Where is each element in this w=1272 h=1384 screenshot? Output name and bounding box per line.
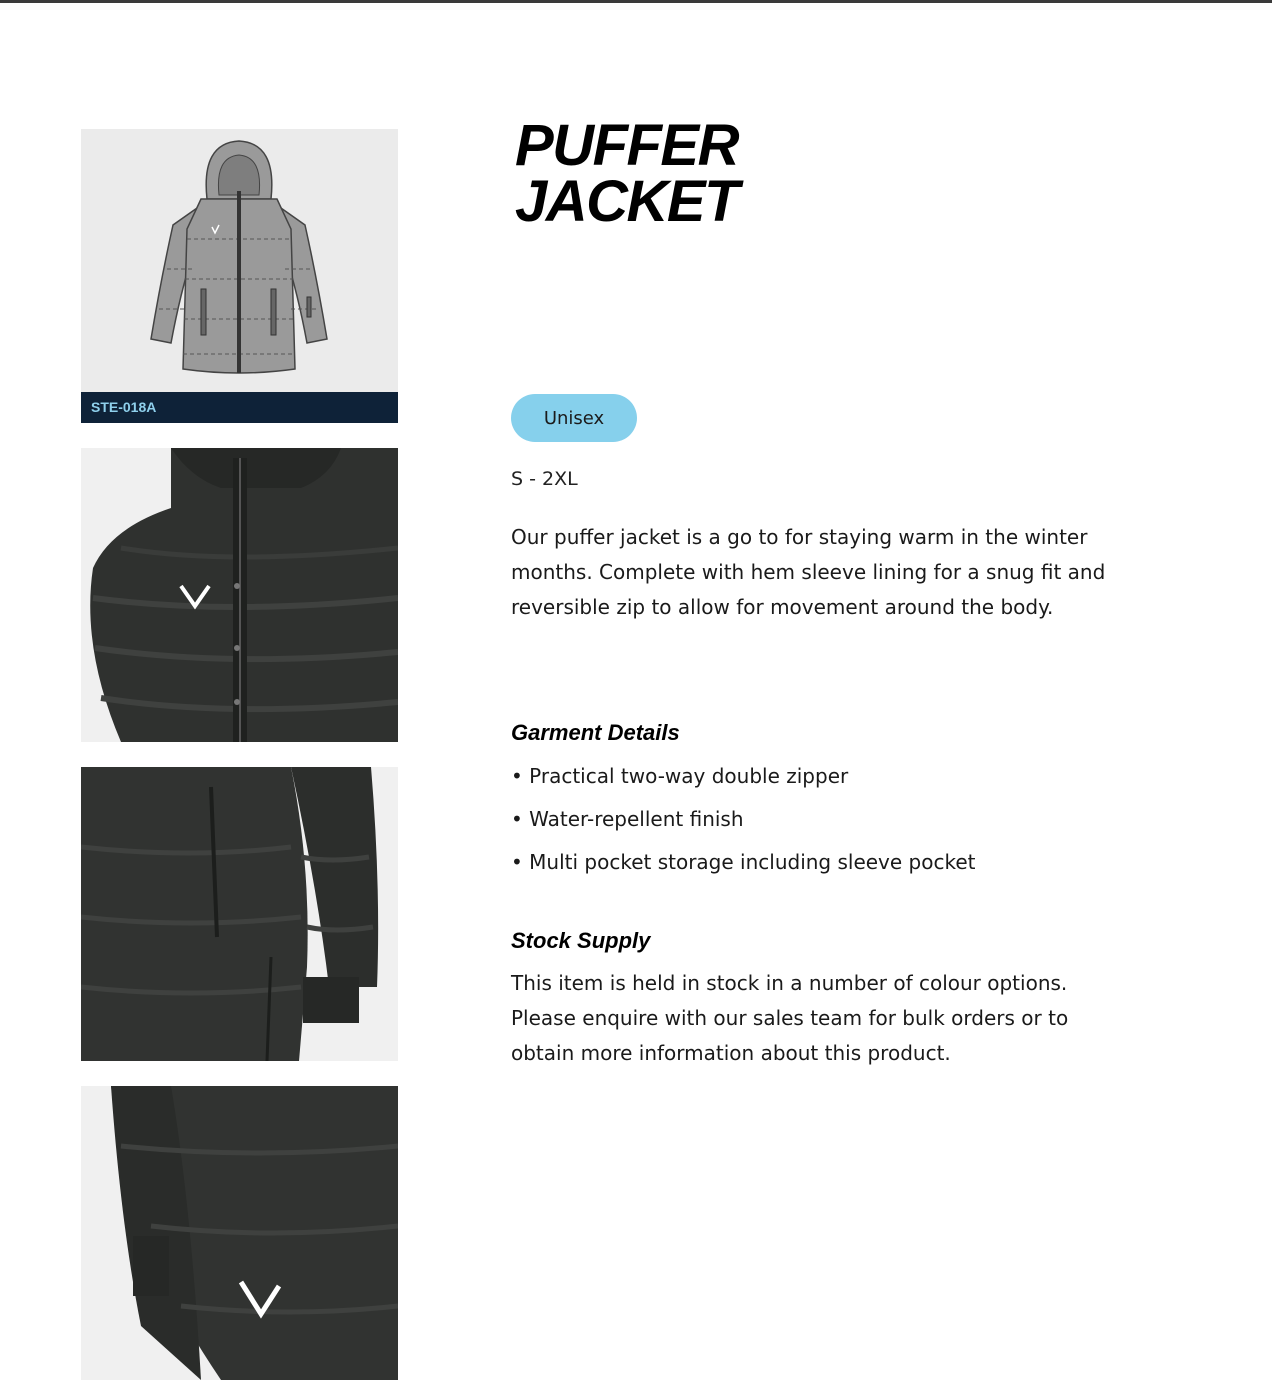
garment-details-list bbox=[511, 758, 976, 887]
product-title bbox=[515, 113, 739, 234]
top-border bbox=[0, 0, 1272, 3]
product-title-line-1: PUFFER bbox=[515, 113, 738, 178]
garment-detail-item: • Practical two-way double zipper bbox=[511, 764, 849, 788]
jacket-side-photo bbox=[81, 767, 398, 1061]
stock-supply-heading: Stock Supply bbox=[511, 928, 651, 953]
gallery-image-detail[interactable] bbox=[81, 1086, 398, 1380]
jacket-front-photo bbox=[81, 448, 398, 742]
garment-details-heading: Garment Details bbox=[511, 720, 680, 745]
gallery-image-front-view[interactable] bbox=[81, 448, 398, 742]
stock-supply-text: This item is held in stock in a number of colour options. Please enquire with our sales team for bulk orders or to obtain more information about this product. bbox=[511, 971, 1069, 1065]
gallery-image-technical-drawing[interactable] bbox=[81, 129, 398, 423]
garment-detail-item: • Water-repellent finish bbox=[511, 807, 744, 831]
size-range: S - 2XL bbox=[511, 468, 578, 490]
jacket-detail-photo bbox=[81, 1086, 398, 1380]
garment-detail-item: • Multi pocket storage including sleeve pocket bbox=[511, 850, 976, 874]
product-description: Our puffer jacket is a go to for staying warm in the winter months. Complete with hem sleeve lining for a snug fit and reversible zip to allow for movement around the body. bbox=[511, 525, 1106, 619]
jacket-technical-drawing bbox=[81, 129, 398, 392]
product-title-line-2: JACKET bbox=[515, 169, 739, 234]
gender-badge[interactable]: Unisex bbox=[511, 394, 637, 442]
gallery-image-side-view[interactable] bbox=[81, 767, 398, 1061]
style-code-label: STE-018A bbox=[81, 392, 398, 423]
